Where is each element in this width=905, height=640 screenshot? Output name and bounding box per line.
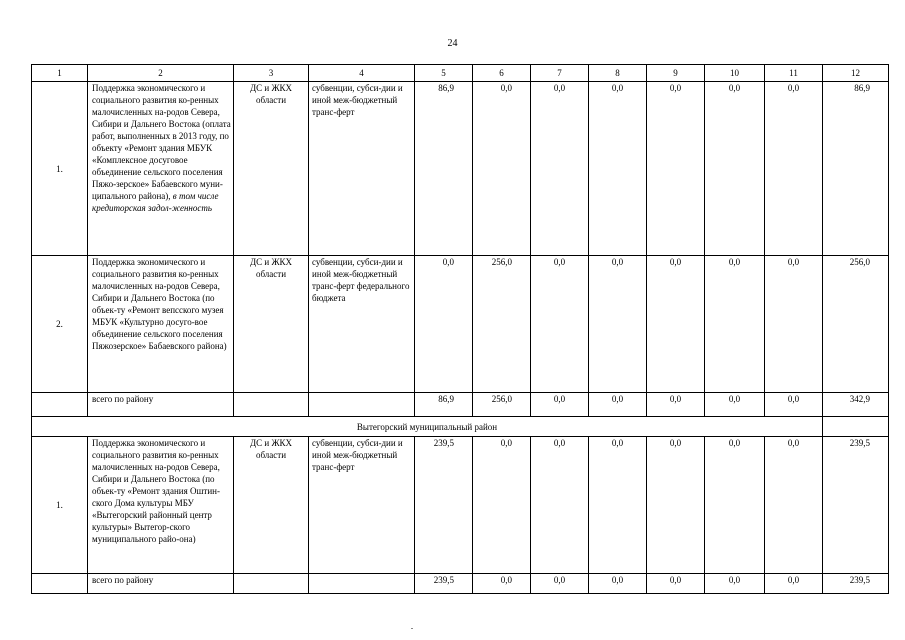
value-cell: 239,5	[415, 437, 473, 574]
total-value: 0,0	[473, 574, 531, 594]
total-value: 0,0	[705, 393, 765, 417]
empty-cell	[309, 393, 415, 417]
executor-cell: ДС и ЖКХ области	[234, 256, 309, 393]
total-value: 0,0	[531, 574, 589, 594]
header-cell: 11	[765, 65, 823, 82]
header-cell: 8	[589, 65, 647, 82]
empty-cell	[32, 393, 88, 417]
value-cell: 0,0	[705, 256, 765, 393]
total-value: 256,0	[473, 393, 531, 417]
scan-artifact	[411, 628, 413, 629]
total-value: 0,0	[589, 574, 647, 594]
header-cell: 12	[823, 65, 889, 82]
header-row	[32, 65, 889, 82]
header-cell: 2	[88, 65, 234, 82]
total-label: всего по району	[88, 393, 234, 417]
total-value: 342,9	[823, 393, 889, 417]
row-number: 1.	[32, 437, 88, 574]
empty-cell	[234, 574, 309, 594]
header-cell: 3	[234, 65, 309, 82]
total-value: 0,0	[705, 574, 765, 594]
value-cell: 86,9	[415, 82, 473, 256]
total-value: 0,0	[765, 574, 823, 594]
district-heading-row	[32, 417, 889, 437]
table-row	[32, 256, 889, 393]
value-cell: 0,0	[705, 82, 765, 256]
value-cell: 239,5	[823, 437, 889, 574]
total-value: 0,0	[589, 393, 647, 417]
value-cell: 0,0	[531, 437, 589, 574]
financing-table	[31, 64, 889, 594]
value-cell: 0,0	[647, 437, 705, 574]
value-cell: 0,0	[473, 437, 531, 574]
total-value: 0,0	[765, 393, 823, 417]
description-text: Поддержка экономического и социального развития ко-ренных малочисленных на-родов Севера, Сибири и Дальнего Востока (по объек-ту «Ремонт вепсского музея МБУК «Культурно досуго-вое объединение сельского поселения Пяжозерское» Бабаевского района)	[92, 257, 227, 351]
total-row	[32, 574, 889, 594]
value-cell: 0,0	[531, 256, 589, 393]
header-cell: 7	[531, 65, 589, 82]
empty-cell	[32, 574, 88, 594]
total-value: 0,0	[647, 574, 705, 594]
source-cell: субвенции, субси-дии и иной меж-бюджетный транс-ферт	[309, 82, 415, 256]
value-cell: 0,0	[647, 256, 705, 393]
row-description	[88, 437, 234, 574]
executor-cell: ДС и ЖКХ области	[234, 437, 309, 574]
total-value: 239,5	[415, 574, 473, 594]
header-cell: 6	[473, 65, 531, 82]
row-description	[88, 82, 234, 256]
source-cell: субвенции, субси-дии и иной меж-бюджетный транс-ферт	[309, 437, 415, 574]
description-text: Поддержка экономического и социального развития ко-ренных малочисленных на-родов Севера, Сибири и Дальнего Востока (по объек-ту «Ремонт здания Оштин-ского Дома культуры МБУ «Вытегорский районный центр культуры» Вытегор-ского муниципального райо-она)	[92, 438, 220, 544]
value-cell: 0,0	[647, 82, 705, 256]
header-cell: 4	[309, 65, 415, 82]
value-cell: 0,0	[765, 256, 823, 393]
total-value: 239,5	[823, 574, 889, 594]
total-row	[32, 393, 889, 417]
header-cell: 5	[415, 65, 473, 82]
total-value: 0,0	[647, 393, 705, 417]
table-row	[32, 82, 889, 256]
value-cell: 0,0	[531, 82, 589, 256]
header-cell: 9	[647, 65, 705, 82]
value-cell: 256,0	[823, 256, 889, 393]
empty-cell	[309, 574, 415, 594]
value-cell: 86,9	[823, 82, 889, 256]
header-cell: 1	[32, 65, 88, 82]
executor-cell: ДС и ЖКХ области	[234, 82, 309, 256]
description-italic: в том числе кредиторская задол-женность	[92, 191, 219, 213]
value-cell: 0,0	[473, 82, 531, 256]
page-number: 24	[447, 38, 458, 49]
header-cell: 10	[705, 65, 765, 82]
value-cell: 0,0	[705, 437, 765, 574]
value-cell: 0,0	[589, 256, 647, 393]
value-cell: 0,0	[415, 256, 473, 393]
value-cell: 0,0	[765, 82, 823, 256]
total-label: всего по району	[88, 574, 234, 594]
row-number: 2.	[32, 256, 88, 393]
table-row	[32, 437, 889, 574]
value-cell: 0,0	[589, 437, 647, 574]
description-text: Поддержка экономического и социального развития ко-ренных малочисленных на-родов Севера, Сибири и Дальнего Востока (оплата работ, выполненных в 2013 году, по объекту «Ремонт здания МБУК «Комплексное досуговое объединение сельского поселения Пяжо-зерское» Бабаевского муни-ципального района),	[92, 83, 231, 201]
value-cell: 256,0	[473, 256, 531, 393]
value-cell: 0,0	[765, 437, 823, 574]
row-number: 1.	[32, 82, 88, 256]
empty-cell	[234, 393, 309, 417]
district-title: Вытегорский муниципальный район	[32, 417, 823, 437]
total-value: 86,9	[415, 393, 473, 417]
empty-cell	[823, 417, 889, 437]
value-cell: 0,0	[589, 82, 647, 256]
source-cell: субвенции, субси-дии и иной меж-бюджетный транс-ферт федерального бюджета	[309, 256, 415, 393]
total-value: 0,0	[531, 393, 589, 417]
row-description	[88, 256, 234, 393]
